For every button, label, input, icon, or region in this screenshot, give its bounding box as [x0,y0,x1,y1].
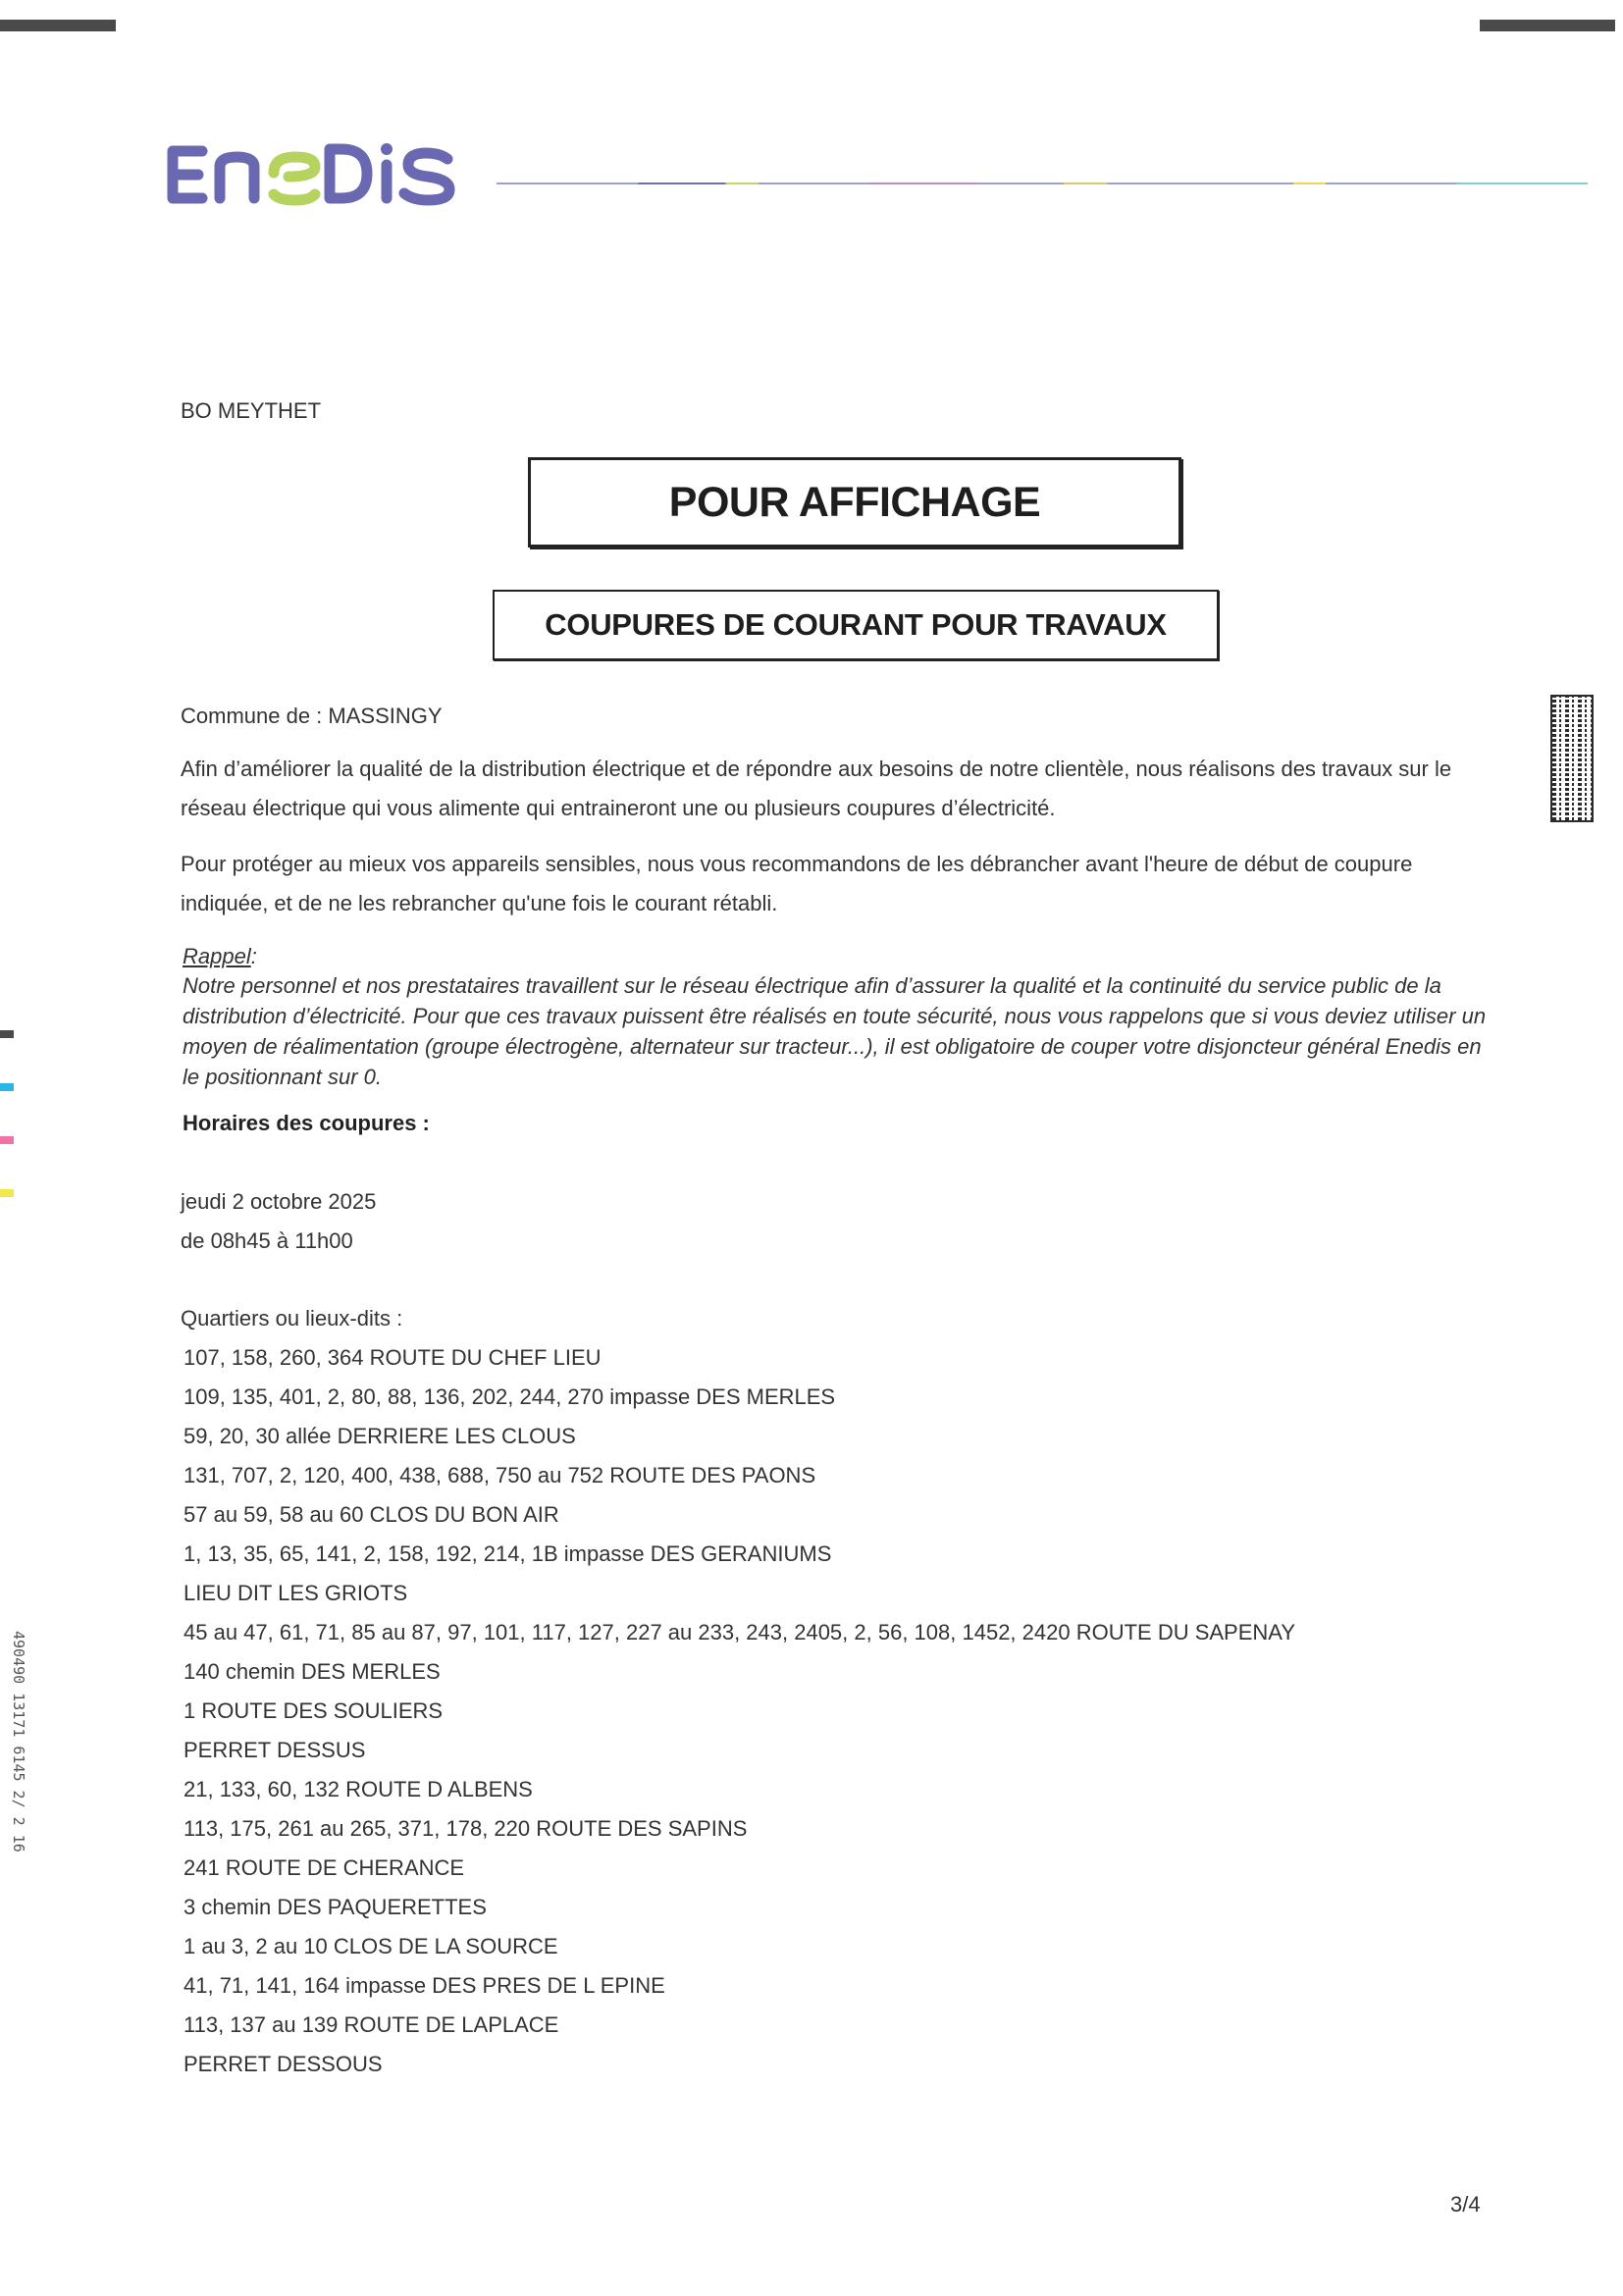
location-item: PERRET DESSOUS [183,2052,383,2076]
location-item: 131, 707, 2, 120, 400, 438, 688, 750 au 752 ROUTE DES PAONS [183,1463,816,1487]
location-item: 113, 137 au 139 ROUTE DE LAPLACE [183,2012,559,2037]
datamatrix-code [1550,695,1594,822]
rappel-colon: : [250,944,257,968]
quartiers-heading: Quartiers ou lieux-dits : [181,1306,403,1331]
color-swatch-black [0,1030,14,1038]
enedis-logo [163,118,477,216]
location-item: 57 au 59, 58 au 60 CLOS DU BON AIR [183,1502,559,1527]
location-item: PERRET DESSUS [183,1738,366,1762]
outage-time: de 08h45 à 11h00 [181,1228,353,1253]
location-item: 1, 13, 35, 65, 141, 2, 158, 192, 214, 1B impasse DES GERANIUMS [183,1541,832,1566]
rappel-label: Rappel [183,944,251,968]
print-mark-right [1480,20,1615,31]
location-item: 3 chemin DES PAQUERETTES [183,1895,487,1919]
location-item: 1 ROUTE DES SOULIERS [183,1698,444,1723]
horaires-heading: Horaires des coupures : [183,1111,430,1135]
print-mark-left [0,20,116,31]
color-swatch-cyan [0,1083,14,1091]
location-item: 41, 71, 141, 164 impasse DES PRES DE L EPINE [183,1973,665,1998]
sender-label: BO MEYTHET [181,398,322,423]
page-subtitle: COUPURES DE COURANT POUR TRAVAUX [545,607,1167,642]
title-box [528,457,1181,548]
location-item: 21, 133, 60, 132 ROUTE D ALBENS [183,1777,533,1801]
color-swatch-magenta [0,1136,14,1144]
vertical-tracking-code: 490490 13171 6145 2/ 2 16 [10,1631,27,1852]
location-item: 59, 20, 30 allée DERRIERE LES CLOUS [183,1424,576,1448]
advice-paragraph: Pour protéger au mieux vos appareils sensibles, nous vous recommandons de les débrancher avant l'heure de début de coupure indiquée, et de ne les rebrancher qu'une fois le courant rétabli. [181,852,1413,915]
locations-list [183,1338,1295,2084]
commune-line: Commune de : MASSINGY [181,704,443,728]
location-item: 241 ROUTE DE CHERANCE [183,1855,465,1880]
rappel-heading [183,944,257,969]
rappel-paragraph: Notre personnel et nos prestataires travaillent sur le réseau électrique afin d’assurer la qualité et la continuité du service public de la distribution d’électricité. Pour que ces travaux puissent être réalisés en toute sécurité, nous vous rappelons que si vous deviez utiliser un moyen de réalimentation (groupe électrogène, alternateur sur tracteur...), il est obligatoire de couper votre disjoncteur général Enedis en le positionnant sur 0. [183,973,1487,1089]
intro-paragraph: Afin d’améliorer la qualité de la distribution électrique et de répondre aux besoins de notre clientèle, nous réalisons des travaux sur le réseau électrique qui vous alimente qui entraineront une ou plusieurs coupures d’électricité. [181,757,1452,820]
header-rule [497,183,1588,184]
location-item: 45 au 47, 61, 71, 85 au 87, 97, 101, 117, 127, 227 au 233, 243, 2405, 2, 56, 108, 1452, 2420 ROUTE DU SAPENAY [183,1620,1295,1644]
location-item: 113, 175, 261 au 265, 371, 178, 220 ROUTE DES SAPINS [183,1816,748,1841]
page-number: 3/4 [1450,2192,1481,2217]
location-item: 107, 158, 260, 364 ROUTE DU CHEF LIEU [183,1345,602,1370]
location-item: LIEU DIT LES GRIOTS [183,1581,408,1605]
location-item: 1 au 3, 2 au 10 CLOS DE LA SOURCE [183,1934,558,1958]
subtitle-box [493,590,1219,660]
location-item: 109, 135, 401, 2, 80, 88, 136, 202, 244, 270 impasse DES MERLES [183,1384,836,1409]
location-item: 140 chemin DES MERLES [183,1659,441,1684]
outage-date: jeudi 2 octobre 2025 [181,1189,377,1214]
color-swatch-yellow [0,1189,14,1197]
page-title: POUR AFFICHAGE [668,478,1041,526]
